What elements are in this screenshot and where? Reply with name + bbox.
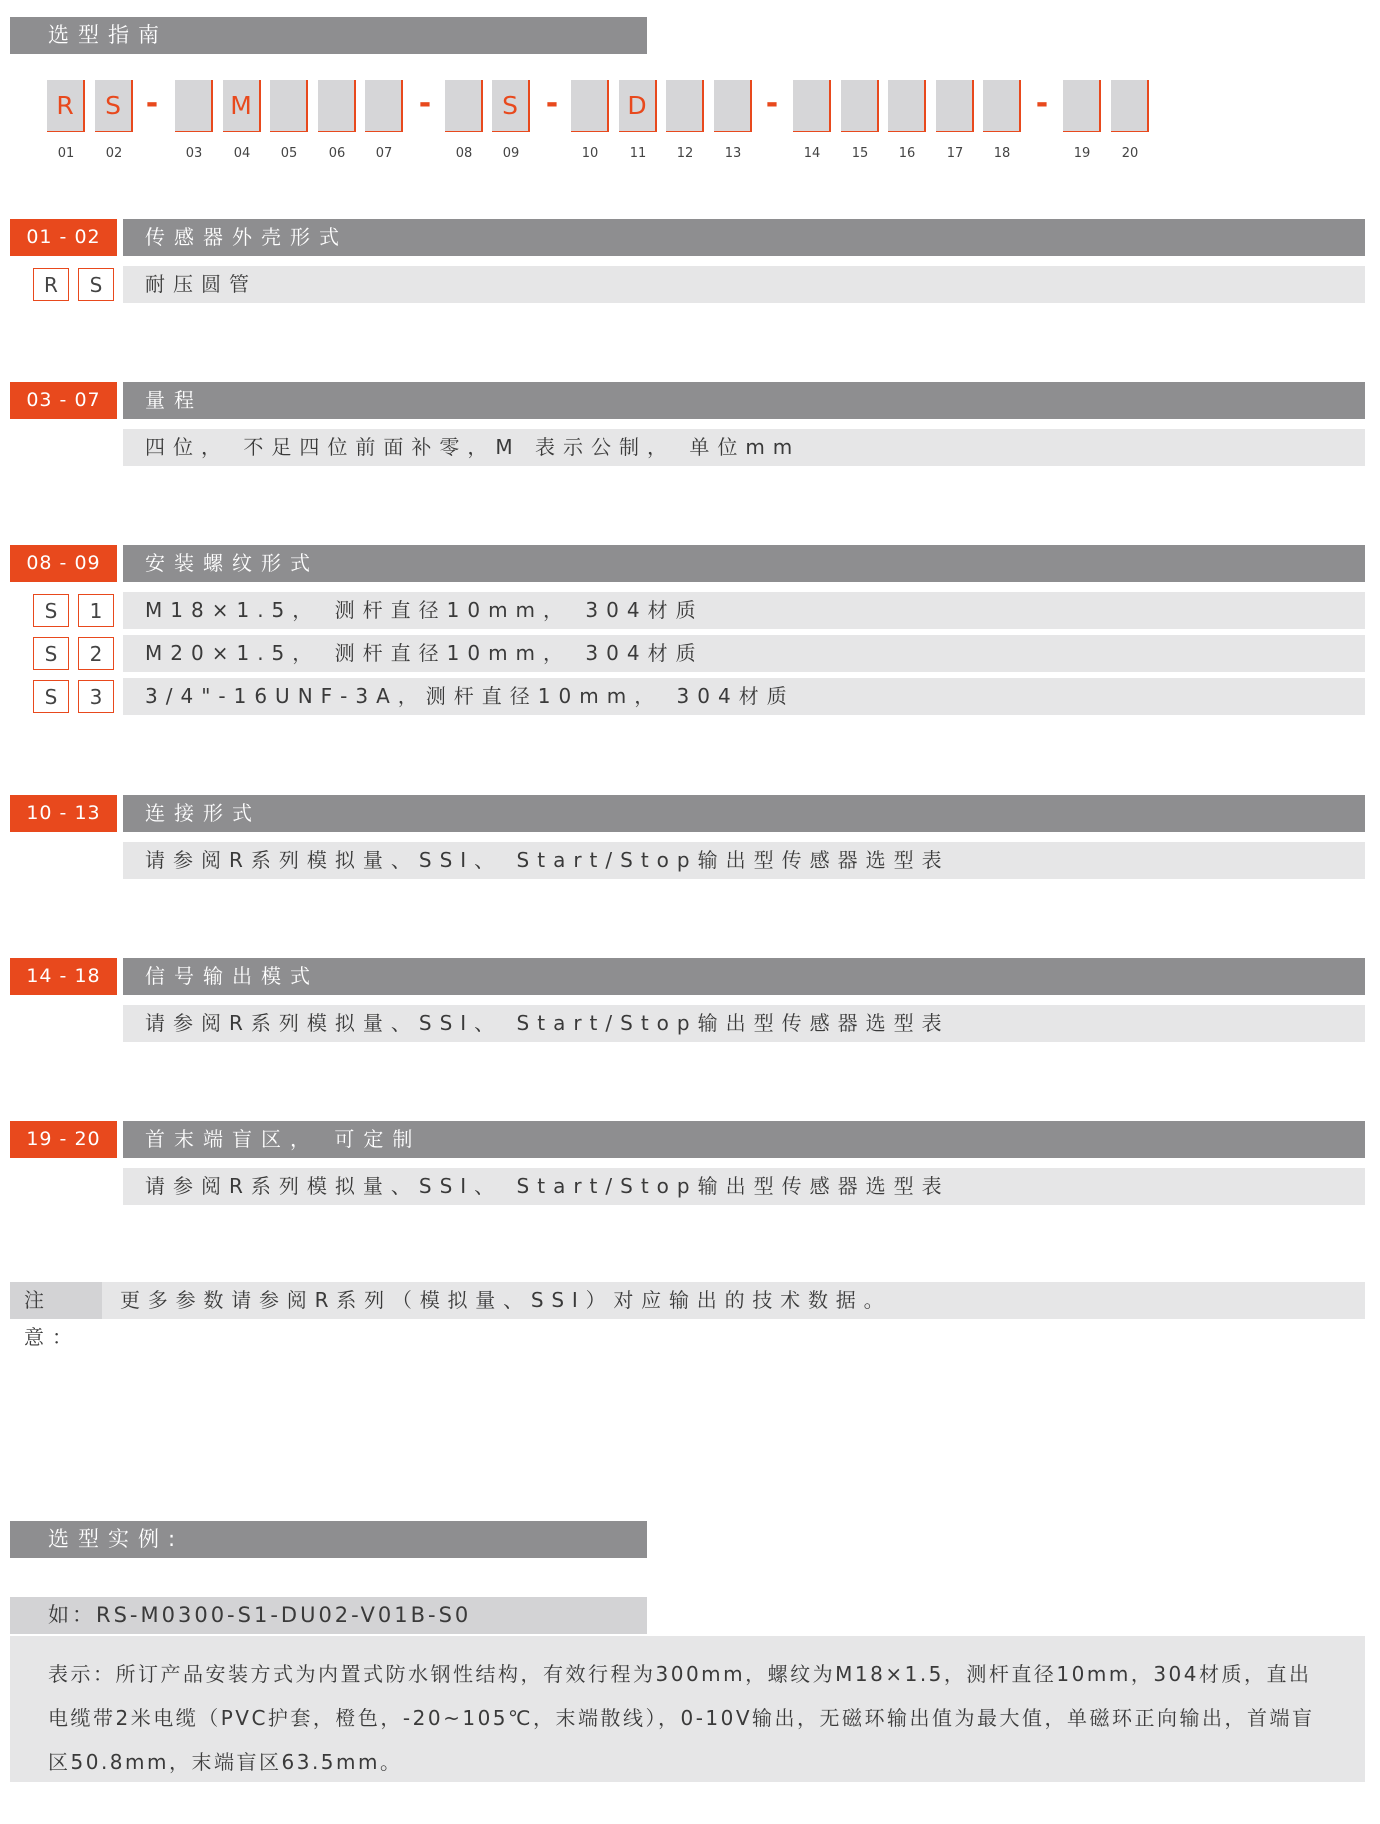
- code-box-11: D: [619, 80, 657, 132]
- code-separator: -: [765, 86, 779, 121]
- section-option-row: M20×1.5， 测杆直径10mm， 304材质: [123, 635, 1365, 672]
- code-box-17: [936, 80, 974, 132]
- code-separator: -: [1035, 86, 1049, 121]
- section-number: 10 - 13: [10, 795, 117, 832]
- guide-title: 选型指南: [10, 17, 647, 54]
- code-position-number: 08: [455, 146, 473, 161]
- option-code-box: S: [33, 594, 69, 627]
- code-box-08: [445, 80, 483, 132]
- code-box-20: [1111, 80, 1149, 132]
- code-box-07: [365, 80, 403, 132]
- section-option-row: 请参阅R系列模拟量、SSI、 Start/Stop输出型传感器选型表: [123, 1168, 1365, 1205]
- section-title: 信号输出模式: [123, 958, 1365, 995]
- note-bar: [10, 1282, 1365, 1349]
- code-box-05: [270, 80, 308, 132]
- section-option-row: 请参阅R系列模拟量、SSI、 Start/Stop输出型传感器选型表: [123, 842, 1365, 879]
- section-option-row: 请参阅R系列模拟量、SSI、 Start/Stop输出型传感器选型表: [123, 1005, 1365, 1042]
- option-code-box: S: [78, 268, 114, 301]
- option-code-box: R: [33, 268, 69, 301]
- section-title: 安装螺纹形式: [123, 545, 1365, 582]
- code-separator: -: [145, 86, 159, 121]
- section-title: 传感器外壳形式: [123, 219, 1365, 256]
- example-code: 如：RS-M0300-S1-DU02-V01B-S0: [10, 1597, 647, 1634]
- section-option-row: M18×1.5， 测杆直径10mm， 304材质: [123, 592, 1365, 629]
- code-box-04: M: [223, 80, 261, 132]
- example-description: 表示：所订产品安装方式为内置式防水钢性结构，有效行程为300mm，螺纹为M18×1.5，测杆直径10mm，304材质，直出电缆带2米电缆（PVC护套，橙色，-20~105℃，末端散线），0-10V输出，无磁环输出值为最大值，单磁环正向输出，首端盲区50.8mm，末端盲区63.5mm。: [10, 1636, 1365, 1782]
- section-number: 01 - 02: [10, 219, 117, 256]
- code-separator: -: [545, 86, 559, 121]
- code-position-number: 03: [185, 146, 203, 161]
- section-title: 连接形式: [123, 795, 1365, 832]
- code-position-number: 15: [851, 146, 869, 161]
- code-position-number: 19: [1073, 146, 1091, 161]
- code-separator: -: [418, 86, 432, 121]
- code-position-number: 16: [898, 146, 916, 161]
- code-position-number: 04: [233, 146, 251, 161]
- code-box-18: [983, 80, 1021, 132]
- section-option-row: 耐压圆管: [123, 266, 1365, 303]
- section-number: 08 - 09: [10, 545, 117, 582]
- section-number: 14 - 18: [10, 958, 117, 995]
- section-option-row: 四位， 不足四位前面补零，M 表示公制， 单位mm: [123, 429, 1365, 466]
- option-code-box: S: [33, 637, 69, 670]
- code-box-13: [714, 80, 752, 132]
- code-box-12: [666, 80, 704, 132]
- code-position-number: 01: [57, 146, 75, 161]
- code-position-number: 02: [105, 146, 123, 161]
- note-label: 注意：: [10, 1282, 102, 1319]
- option-code-box: 3: [78, 680, 114, 713]
- code-position-number: 05: [280, 146, 298, 161]
- code-box-15: [841, 80, 879, 132]
- code-position-number: 07: [375, 146, 393, 161]
- code-position-number: 12: [676, 146, 694, 161]
- section-option-row: 3/4"-16UNF-3A，测杆直径10mm， 304材质: [123, 678, 1365, 715]
- code-box-03: [175, 80, 213, 132]
- code-position-number: 13: [724, 146, 742, 161]
- code-box-01: R: [47, 80, 85, 132]
- note-text: 更多参数请参阅R系列（模拟量、SSI）对应输出的技术数据。: [120, 1288, 892, 1312]
- section-title: 首末端盲区， 可定制: [123, 1121, 1365, 1158]
- code-position-number: 14: [803, 146, 821, 161]
- code-box-19: [1063, 80, 1101, 132]
- code-box-09: S: [492, 80, 530, 132]
- code-box-02: S: [95, 80, 133, 132]
- code-box-16: [888, 80, 926, 132]
- option-code-box: S: [33, 680, 69, 713]
- option-code-box: 1: [78, 594, 114, 627]
- code-position-number: 18: [993, 146, 1011, 161]
- code-box-06: [318, 80, 356, 132]
- section-title: 量程: [123, 382, 1365, 419]
- code-position-number: 10: [581, 146, 599, 161]
- code-box-10: [571, 80, 609, 132]
- code-position-number: 20: [1121, 146, 1139, 161]
- example-title: 选型实例:: [10, 1521, 647, 1558]
- code-position-number: 17: [946, 146, 964, 161]
- option-code-box: 2: [78, 637, 114, 670]
- code-position-number: 11: [629, 146, 647, 161]
- section-number: 19 - 20: [10, 1121, 117, 1158]
- code-position-number: 06: [328, 146, 346, 161]
- code-position-number: 09: [502, 146, 520, 161]
- code-box-14: [793, 80, 831, 132]
- section-number: 03 - 07: [10, 382, 117, 419]
